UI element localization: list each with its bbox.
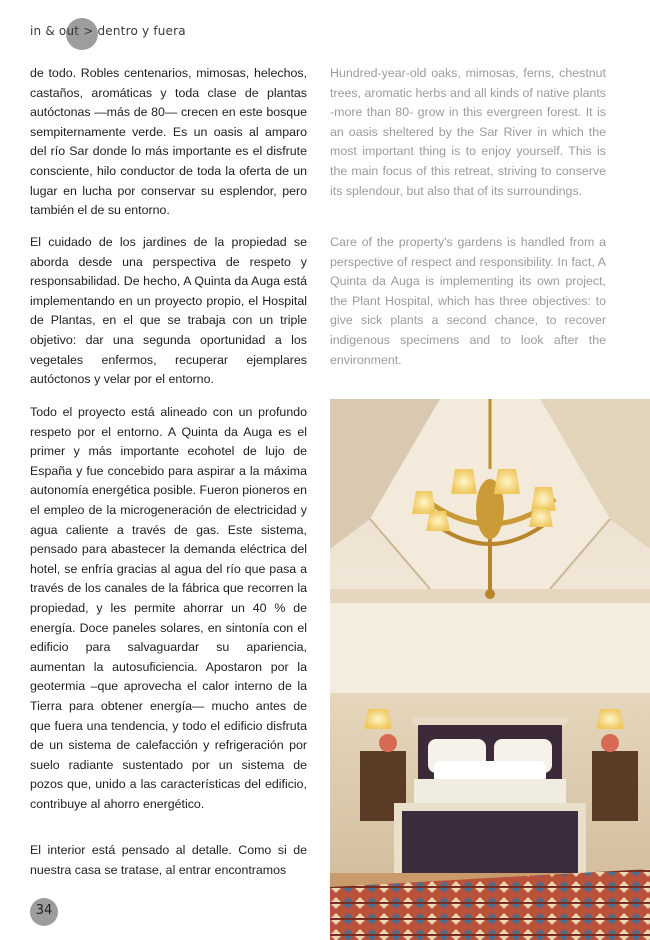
spanish-paragraph-2: El cuidado de los jardines de la propiedad se aborda desde una perspectiva de respeto y responsabilidad. De hecho, A Quinta da Auga está implementando en un proyecto propio, el Hospital de Plantas, en el que se trabaja con un triple objetivo: dar una segunda oportunidad a los vegetales enfermos, recuperar ejemplares autóctonos y velar por el entorno. xyxy=(30,235,307,387)
english-paragraph-2: Care of the property's gardens is handled from a perspective of respect and responsibility. In fact, A Quinta da Auga is implementing its own project, the Plant Hospital, which has three objectives: to give sick plants a second chance, to recover indigenous specimens and to look after the environment. xyxy=(330,235,606,367)
spanish-paragraph-3: Todo el proyecto está alineado con un profundo respeto por el entorno. A Quinta da Auga es el primer y más importante ecohotel de lujo de España y fue concebido para aspirar a la máxima autonomía energética posible. Fueron pioneros en el empleo de la microgeneración de electricidad y agua caliente a través de gas. Este sistema, pensado para abastecer la demanda eléctrica del hotel, se enfría gracias al agua del río que pasa a través de los canales de la fábrica que recorren la propiedad, y les permite ahorrar un 40 % de energía. Doce paneles solares, en sintonía con el edificio para salvaguardar su apariencia, aumentan la autosuficiencia. Apostaron por la geotermia –que aprovecha el calor interno de la Tierra para obtener energía— mucho antes de que fuera una tendencia, y todo el edificio disfruta de un sistema de calefacción y refrigeración por suelo radiante sustentado por un sistema de pozos que, unido a las características del edificio, contribuye al ahorro energético. xyxy=(30,405,307,811)
section-header xyxy=(30,24,186,44)
spanish-paragraph-1: de todo. Robles centenarios, mimosas, helechos, castaños, aromáticas y toda clase de plantas autóctonas —más de 80— crecen en este bosque sempiternamente verde. Es un oasis al amparo del río Sar donde lo más importante es el disfrute consciente, hilo conductor de toda la oferta de un lugar en lucha por conservar su esplendor, pero también el de su entorno. xyxy=(30,66,307,218)
section-title: in & out > dentro y fuera xyxy=(30,24,186,38)
english-paragraph-1: Hundred-year-old oaks, mimosas, ferns, chestnut trees, aromatic herbs and all kinds of native plants -more than 80- grow in this evergreen forest. It is an oasis sheltered by the Sar River in which the most important thing is to enjoy yourself. This is the main focus of this retreat, striving to conserve its splendour, but also that of its surroundings. xyxy=(330,66,606,198)
spanish-paragraph-4: El interior está pensado al detalle. Como si de nuestra casa se tratase, al entrar encontramos xyxy=(30,843,307,877)
bedroom-photo xyxy=(330,399,650,940)
page-number: 34 xyxy=(35,903,53,918)
